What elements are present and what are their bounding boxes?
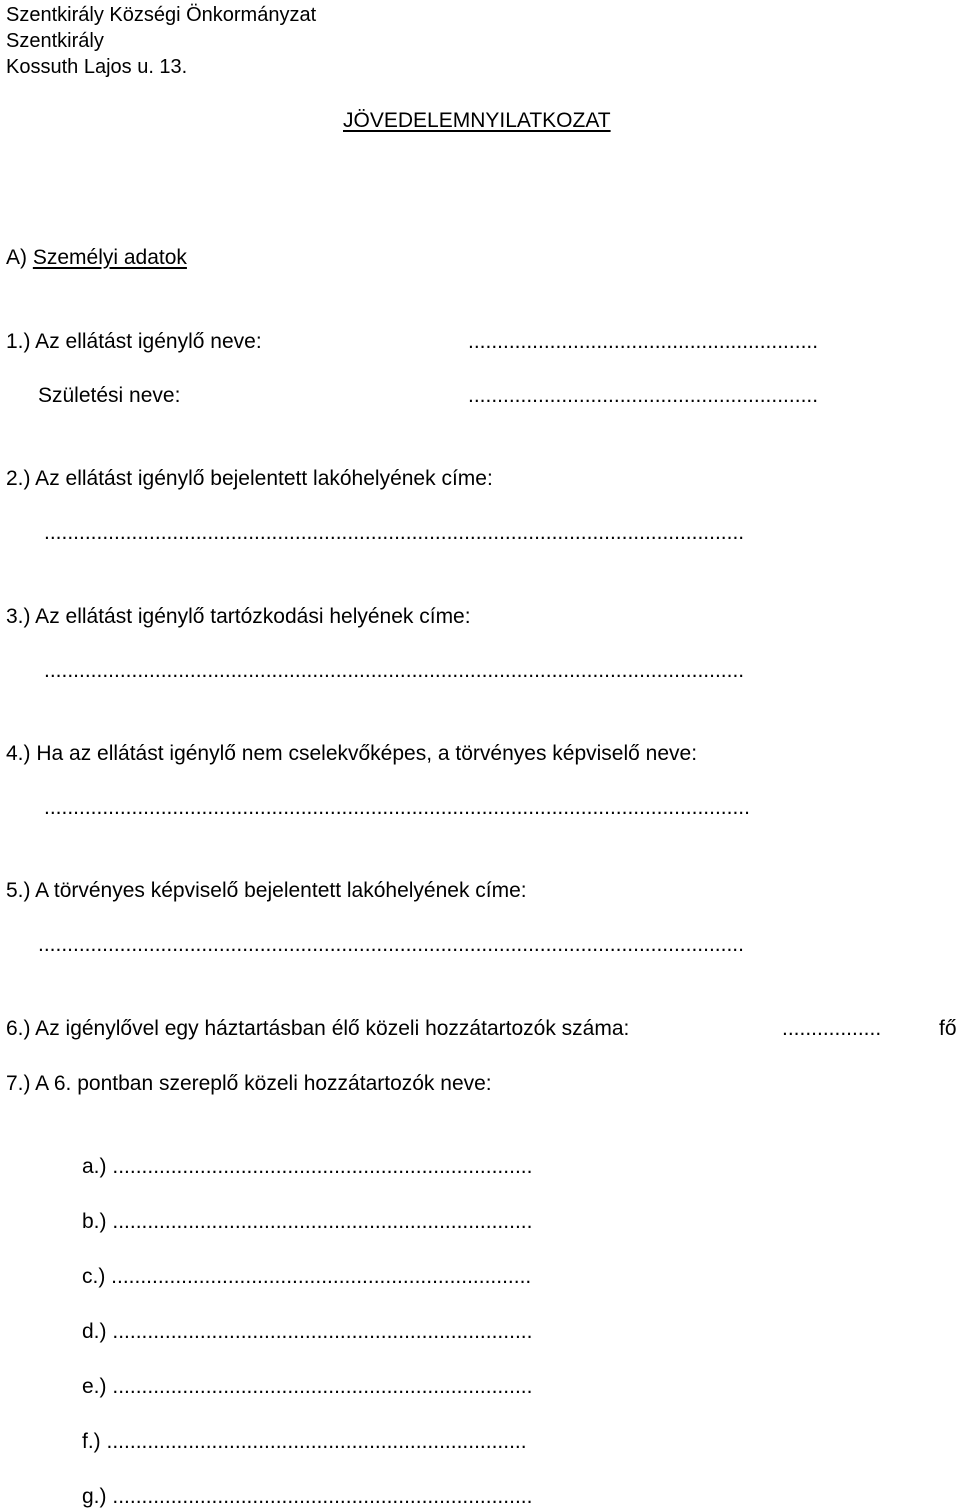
list-item bbox=[82, 1156, 532, 1177]
document-title: JÖVEDELEMNYILATKOZAT bbox=[343, 109, 611, 132]
section-a-label: Személyi adatok bbox=[32, 246, 187, 269]
q3-label: 3.) Az ellátást igénylő tartózkodási helyének címe: bbox=[6, 605, 471, 628]
q3-value: ........................................................................................................................ bbox=[44, 659, 745, 682]
section-a-heading bbox=[6, 247, 187, 268]
list-item bbox=[82, 1486, 532, 1507]
birth-name-label: Születési neve: bbox=[38, 384, 181, 407]
q5-value: ......................................................................................................................... bbox=[38, 933, 744, 956]
town-name: Szentkirály bbox=[6, 30, 104, 52]
list-item-letter: b.) bbox=[82, 1210, 107, 1233]
list-item-value: ........................................................................ bbox=[112, 1210, 533, 1233]
list-item bbox=[82, 1211, 532, 1232]
list-item-value: ........................................................................ bbox=[112, 1375, 533, 1398]
q1-value: ............................................................ bbox=[468, 330, 819, 353]
list-item bbox=[82, 1431, 527, 1452]
list-item-value: ........................................................................ bbox=[112, 1485, 533, 1508]
q2-label: 2.) Az ellátást igénylő bejelentett lakóhelyének címe: bbox=[6, 467, 493, 490]
q4-label: 4.) Ha az ellátást igénylő nem cselekvőképes, a törvényes képviselő neve: bbox=[6, 742, 698, 765]
street-address: Kossuth Lajos u. 13. bbox=[6, 56, 188, 78]
birth-name-value: ............................................................ bbox=[468, 384, 819, 407]
list-item-letter: f.) bbox=[82, 1430, 101, 1453]
list-item bbox=[82, 1266, 531, 1287]
municipality-name: Szentkirály Községi Önkormányzat bbox=[6, 4, 317, 26]
list-item bbox=[82, 1321, 532, 1342]
q6-unit: fő bbox=[939, 1017, 957, 1040]
list-item-letter: c.) bbox=[82, 1265, 106, 1288]
list-item-value: ........................................................................ bbox=[112, 1155, 533, 1178]
q5-label: 5.) A törvényes képviselő bejelentett lakóhelyének címe: bbox=[6, 879, 527, 902]
list-item-letter: a.) bbox=[82, 1155, 107, 1178]
list-item-value: ........................................................................ bbox=[111, 1265, 532, 1288]
q6-label: 6.) Az igénylővel egy háztartásban élő közeli hozzátartozók száma: bbox=[6, 1017, 630, 1040]
q2-value: ........................................................................................................................ bbox=[44, 521, 745, 544]
list-item-letter: d.) bbox=[82, 1320, 107, 1343]
q7-label: 7.) A 6. pontban szereplő közeli hozzátartozók neve: bbox=[6, 1072, 492, 1095]
q1-label: 1.) Az ellátást igénylő neve: bbox=[6, 330, 262, 353]
q4-value: ......................................................................................................................... bbox=[44, 796, 750, 819]
list-item-letter: g.) bbox=[82, 1485, 107, 1508]
q6-value: ................. bbox=[782, 1017, 882, 1040]
section-a-prefix: A) bbox=[6, 246, 27, 269]
list-item-letter: e.) bbox=[82, 1375, 107, 1398]
list-item-value: ........................................................................ bbox=[112, 1320, 533, 1343]
list-item bbox=[82, 1376, 532, 1397]
list-item-value: ........................................................................ bbox=[106, 1430, 527, 1453]
